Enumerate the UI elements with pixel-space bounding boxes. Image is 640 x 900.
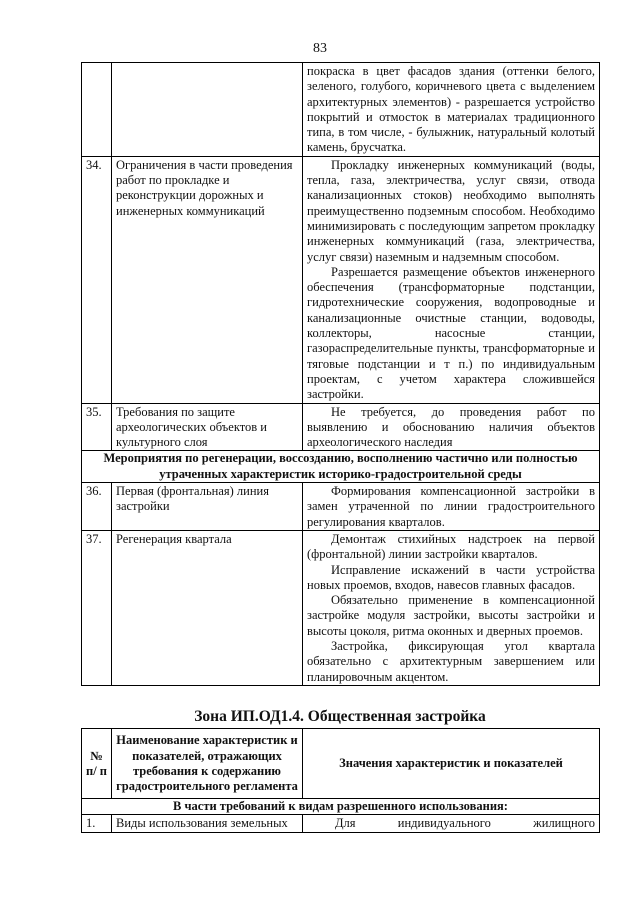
- table-row: [82, 403, 600, 451]
- row-number: [82, 63, 112, 157]
- table-row: [82, 815, 600, 832]
- value-paragraph: Обязательно применение в компенсационной застройке модуля застройки, высоты застройки и высоты цоколя, ритма оконных и дверных проемов.: [307, 593, 595, 638]
- row-number: 34.: [82, 156, 112, 403]
- row-number: 1.: [82, 815, 112, 832]
- row-value: Для индивидуального жилищного: [303, 815, 600, 832]
- row-number: 35.: [82, 403, 112, 451]
- header-num: № п/ п: [82, 729, 112, 799]
- zone-table-header: [82, 729, 600, 799]
- row-value: [303, 63, 600, 157]
- row-name: Первая (фронтальная) линия застройки: [112, 483, 303, 531]
- table-row: [82, 483, 600, 531]
- row-value: [303, 483, 600, 531]
- value-paragraph: Демонтаж стихийных надстроек на первой (фронтальной) линии застройки кварталов.: [307, 531, 595, 562]
- value-paragraph: Формирования компенсационной застройки в замен утраченной по линии градостроительного регулирования кварталов.: [307, 484, 595, 529]
- value-paragraph: покраска в цвет фасадов здания (оттенки белого, зеленого, голубого, коричневого цвета с выделением архитектурных элементов) - разрешается устройство покрытий и отмосток в материалах традиционного типа, в том числе, - булыжник, натуральный колотый камень, брусчатка.: [307, 64, 595, 155]
- row-name: Ограничения в части проведения работ по прокладке и реконструкции дорожных и инженерных коммуникаций: [112, 156, 303, 403]
- row-name: Виды использования земельных: [112, 815, 303, 832]
- value-paragraph: Прокладку инженерных коммуникаций (воды, тепла, газа, электричества, услуг связи, отвода канализационных стоков) необходимо выполнять преимущественно подземным способом. Необходимо минимизировать с последующим запретом прокладку инженерных коммуникаций (газа, электричества, услуг связи) наземным и надземным способом.: [307, 157, 595, 264]
- row-number: 37.: [82, 530, 112, 685]
- row-value: [303, 530, 600, 685]
- zone-table: [81, 728, 600, 833]
- value-paragraph: Застройка, фиксирующая угол квартала обязательно с архитектурным завершением или планировочным акцентом.: [307, 638, 595, 684]
- section-heading: Мероприятия по регенерации, воссозданию, восполнению частично или полностью утраченных характеристик историко-градостроительной среды: [82, 451, 600, 483]
- header-value: Значения характеристик и показателей: [303, 729, 600, 799]
- regulations-table: [81, 62, 600, 686]
- table-row: [82, 530, 600, 685]
- table-row: [82, 156, 600, 403]
- table-row: [82, 63, 600, 157]
- row-name: Требования по защите археологических объектов и культурного слоя: [112, 403, 303, 451]
- zone-section-heading-row: [82, 799, 600, 815]
- zone-title: Зона ИП.ОД1.4. Общественная застройка: [194, 708, 486, 725]
- row-number: 36.: [82, 483, 112, 531]
- value-paragraph: Разрешается размещение объектов инженерного обеспечения (трансформаторные подстанции, гидротехнические сооружения, водопроводные и канализационные очистные станции, водоводы, коллекторы, насосные станции, газораспределительные пункты, трансформаторные и тяговые подстанции и т п.) по индивидуальным проектам, с учетом характера сложившейся застройки.: [307, 264, 595, 402]
- row-name: Регенерация квартала: [112, 530, 303, 685]
- zone-section-heading: В части требований к видам разрешенного использования:: [82, 799, 600, 815]
- value-paragraph: Исправление искажений в части устройства новых проемов, входов, навесов главных фасадов.: [307, 562, 595, 592]
- row-value: [303, 403, 600, 451]
- row-value: [303, 156, 600, 403]
- page-number: 83: [313, 41, 327, 56]
- row-name: [112, 63, 303, 157]
- header-name: Наименование характеристик и показателей, отражающих требования к содержанию градостроительного регламента: [112, 729, 303, 799]
- value-paragraph: Не требуется, до проведения работ по выявлению и обоснованию наличия объектов археологического наследия: [307, 404, 595, 450]
- section-heading-row: [82, 451, 600, 483]
